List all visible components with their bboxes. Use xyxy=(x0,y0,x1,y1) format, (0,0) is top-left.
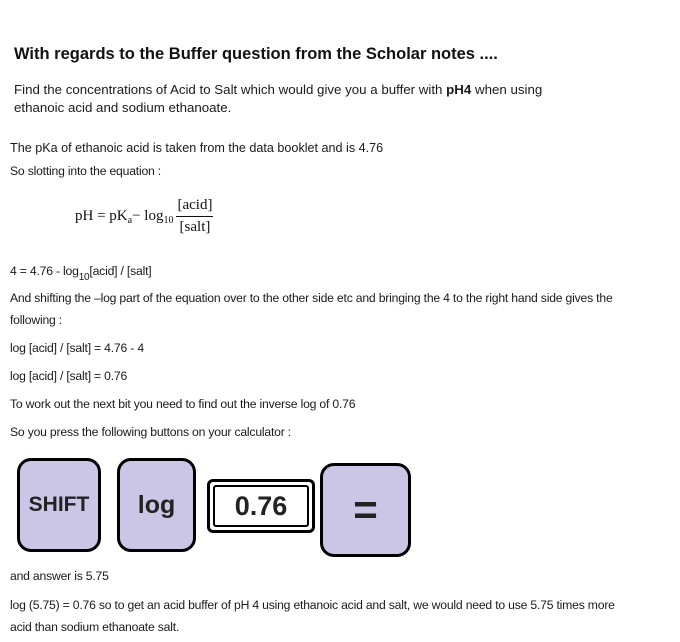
shifting-line-1: And shifting the –log part of the equation over to the other side etc and bringing the 4 to the right hand side gives the xyxy=(10,291,613,305)
inverse-log-line: To work out the next bit you need to find out the inverse log of 0.76 xyxy=(10,397,356,411)
question-line-1 xyxy=(14,82,542,97)
answer-line: and answer is 5.75 xyxy=(10,569,109,583)
equation-denominator: [salt] xyxy=(179,219,211,235)
shifting-line-2: following : xyxy=(10,313,62,327)
slotting-line: So slotting into the equation : xyxy=(10,164,161,178)
step-1-text: 4 = 4.76 - log xyxy=(10,264,79,278)
step-3-line: log [acid] / [salt] = 0.76 xyxy=(10,369,128,383)
equation-minus-log: − log xyxy=(132,208,164,224)
equation-numerator: [acid] xyxy=(176,196,213,217)
step-2-line: log [acid] / [salt] = 4.76 - 4 xyxy=(10,341,144,355)
equals-key: = xyxy=(320,463,411,557)
conclusion-line-2: acid than sodium ethanoate salt. xyxy=(10,620,180,634)
question-text-end: when using xyxy=(471,82,543,97)
conclusion-line-1: log (5.75) = 0.76 so to get an acid buffer of pH 4 using ethanoic acid and salt, we would need to use 5.75 times more xyxy=(10,598,615,612)
calculator-display: 0.76 xyxy=(207,479,315,533)
pka-line: The pKa of ethanoic acid is taken from the data booklet and is 4.76 xyxy=(10,141,384,155)
question-ph: pH4 xyxy=(446,82,472,97)
step-1-subscript: 10 xyxy=(78,272,90,283)
question-line-2: ethanoic acid and sodium ethanoate. xyxy=(14,100,232,115)
question-text: Find the concentrations of Acid to Salt which would give you a buffer with xyxy=(14,82,447,97)
equation-log-subscript: 10 xyxy=(163,215,174,226)
step-1-ratio: [acid] / [salt] xyxy=(89,264,152,278)
step-1-line xyxy=(10,264,152,283)
page-heading: With regards to the Buffer question from the Scholar notes .... xyxy=(14,45,498,63)
equation-ka-subscript: a xyxy=(127,215,133,226)
shift-key: SHIFT xyxy=(17,458,101,552)
log-key: log xyxy=(117,458,196,552)
henderson-equation xyxy=(75,196,213,237)
equation-lhs: pH = pK xyxy=(75,208,128,224)
equation-fraction xyxy=(176,196,213,237)
press-buttons-line: So you press the following buttons on your calculator : xyxy=(10,425,291,439)
